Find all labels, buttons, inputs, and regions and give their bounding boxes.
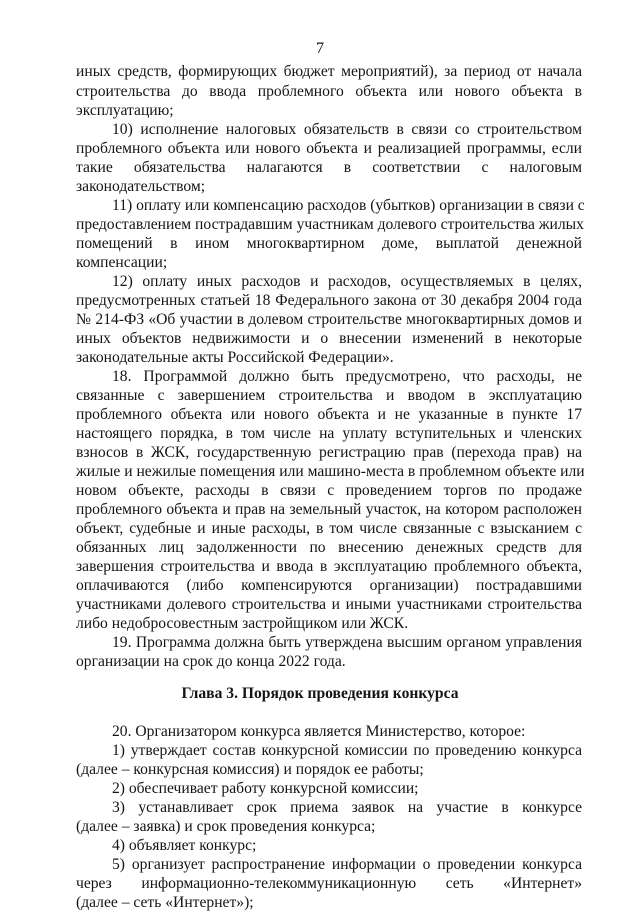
text-line: 3) устанавливает срок приема заявок на участие в конкурсе [112,799,582,816]
text-line: жилые и нежилые помещения или машино-места в проблемном объекте или [76,463,585,480]
text-line: иных средств, формирующих бюджет мероприятий), за период от начала [76,63,582,80]
text-line: 5) организует распространение информации о проведении конкурса [112,856,582,873]
text-line: 2) обеспечивает работу конкурсной комиссии; [112,780,419,797]
text-line: помещений в ином многоквартирном доме, выплатой денежной [76,235,582,252]
text-line: либо недобросовестным застройщиком или ЖСК. [76,615,409,632]
text-line: 1) утверждает состав конкурсной комиссии по проведению конкурса [112,742,582,759]
text-line: участниками долевого строительства и иными участниками строительства [76,596,582,613]
text-line: предоставлением пострадавшим участникам долевого строительства жилых [76,216,584,233]
text-line: проблемного объекта и прав на земельный участок, на котором расположен [76,501,582,518]
text-line: 12) оплату иных расходов и расходов, осуществляемых в целях, [112,273,582,290]
text-line: (далее – конкурсная комиссия) и порядок ее работы; [76,761,424,778]
text-line: строительства до ввода проблемного объекта или нового объекта в [76,83,582,100]
text-line: 18. Программой должно быть предусмотрено, что расходы, не [112,368,582,385]
text-line: такие обязательства налагаются в соответствии с налоговым [76,159,582,176]
text-line: настоящего порядка, в том числе на уплату вступительных и членских [76,425,582,442]
text-line: законодательные акты Российской Федерации». [76,349,394,366]
chapter-heading: Глава 3. Порядок проведения конкурса [181,685,459,702]
text-line: № 214-ФЗ «Об участии в долевом строительстве многоквартирных домов и [76,311,582,328]
text-line: завершения строительства и ввода в эксплуатацию проблемного объекта, [76,558,582,575]
text-line: (далее – заявка) и срок проведения конкурса; [76,818,376,835]
text-line: иных объектов недвижимости и о внесении изменений в некоторые [76,330,582,347]
text-line: (далее – сеть «Интернет»); [76,894,254,911]
text-line: обязанных лиц задолженности по внесению денежных средств для [76,539,582,556]
text-line: 4) объявляет конкурс; [112,837,257,854]
text-line: взносов в ЖСК, государственную регистрацию прав (перехода прав) на [76,444,582,461]
text-line: оплачиваются (либо компенсируются организации) пострадавшими [76,577,582,594]
text-line: связанные с завершением строительства и вводом в эксплуатацию [76,387,582,404]
text-line: 20. Организатором конкурса является Министерство, которое: [112,723,526,740]
text-line: компенсации; [76,254,168,271]
text-line: организации на срок до конца 2022 года. [76,653,346,670]
text-line: 19. Программа должна быть утверждена высшим органом управления [112,634,582,651]
text-line: новом объекте, расходы в связи с проведением торгов по продаже [76,482,582,499]
text-line: объект, судебные и иные расходы, в том числе связанные с взысканием с [76,520,582,537]
text-line: 10) исполнение налоговых обязательств в связи со строительством [112,121,582,138]
text-line: эксплуатацию; [76,102,174,119]
text-line: проблемного объекта или нового объекта и реализацией программы, если [76,140,582,157]
page-number: 7 [316,40,324,57]
text-line: предусмотренных статьей 18 Федерального закона от 30 декабря 2004 года [76,292,582,309]
text-line: 11) оплату или компенсацию расходов (убытков) организации в связи с [112,197,585,214]
text-line: через информационно-телекоммуникационную сеть «Интернет» [76,875,582,892]
text-line: законодательством; [76,178,206,195]
text-line: проблемного объекта или нового объекта и не указанные в пункте 17 [76,406,582,423]
